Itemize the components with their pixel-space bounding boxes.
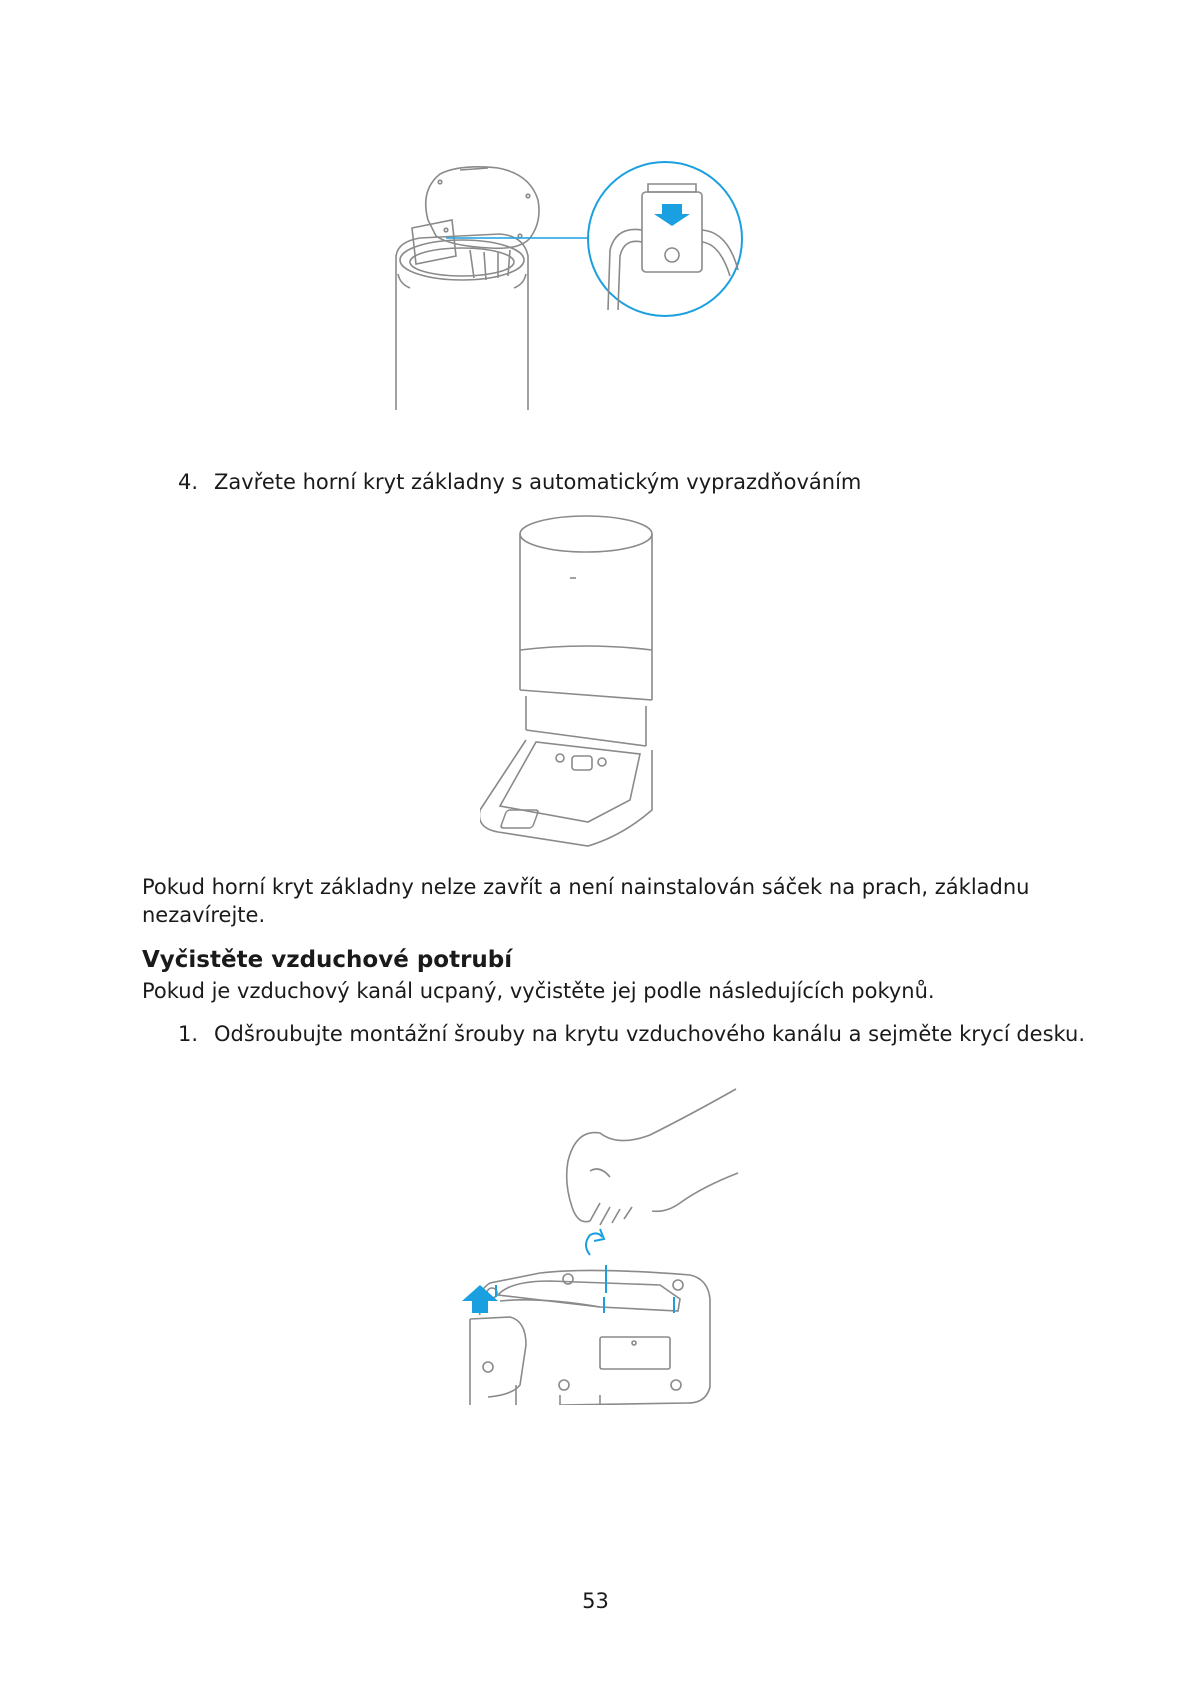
step-4 — [178, 468, 861, 496]
section-heading: Vyčistěte vzduchové potrubí — [142, 947, 513, 973]
step-1-number: 1. — [178, 1022, 199, 1046]
page-number: 53 — [582, 1589, 609, 1613]
step-4-number: 4. — [178, 470, 199, 494]
figure-unscrew-cover — [440, 1085, 750, 1405]
step-1 — [178, 1020, 1085, 1048]
section-intro: Pokud je vzduchový kanál ucpaný, vyčistěte jej podle následujících pokynů. — [142, 979, 935, 1003]
unscrew-cover-illustration — [440, 1085, 750, 1405]
figure-closed-base — [480, 510, 700, 860]
figure-open-lid — [380, 160, 820, 420]
open-lid-illustration — [380, 160, 820, 420]
step-1-text: Odšroubujte montážní šrouby na krytu vzduchového kanálu a sejměte krycí desku. — [214, 1022, 1086, 1046]
step-4-text: Zavřete horní kryt základny s automatickým vyprazdňováním — [214, 470, 862, 494]
note-text: Pokud horní kryt základny nelze zavřít a není nainstalován sáček na prach, základnu nezavírejte. — [142, 875, 1030, 927]
closed-base-illustration — [480, 510, 700, 860]
